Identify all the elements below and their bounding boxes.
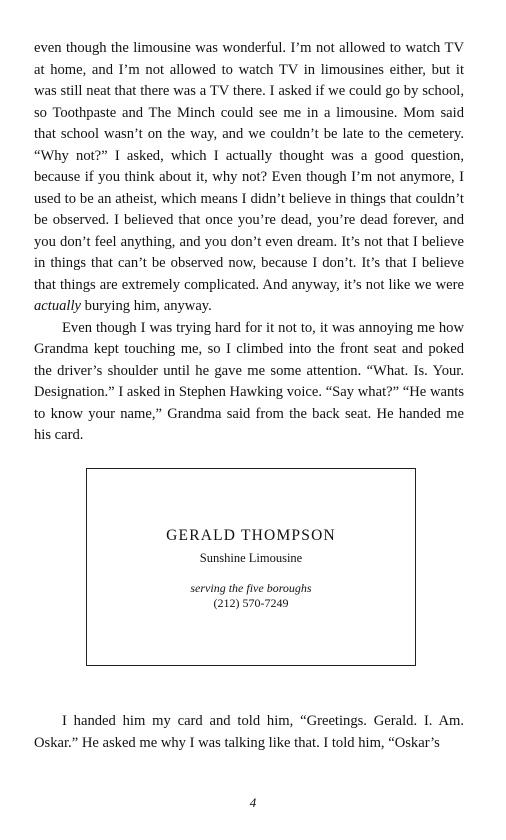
paragraph-2: Even though I was trying hard for it not to, it was annoying me how Grandma kept touching me, so I climbed into the front seat and poked the driver’s shoulder until he gave me some attention. “What. Is. Your. Designation.” I asked in Stephen Hawking voice. “Say what?” “He wants to know your name,” Grandma said from the back seat. He handed me his card. <box>34 319 464 443</box>
card-company: Sunshine Limousine <box>199 551 303 565</box>
card-phone: (212) 570-7249 <box>213 596 289 610</box>
card-tagline: serving the five boroughs <box>190 581 312 595</box>
business-card <box>86 468 416 666</box>
paragraph-1-emphasis: actually <box>34 298 82 314</box>
paragraph-3: I handed him my card and told him, “Greetings. Gerald. I. Am. Oskar.” He asked me why I was talking like that. I told him, “Oskar’s <box>34 713 464 751</box>
body-text-continued <box>34 711 464 754</box>
paragraph-1-end: burying him, anyway. <box>81 298 212 314</box>
body-text <box>34 38 464 447</box>
page-number: 4 <box>249 795 257 810</box>
card-name: GERALD THOMPSON <box>166 527 336 544</box>
paragraph-1 <box>34 38 464 318</box>
paragraph-1-text: even though the limousine was wonderful. I’m not allowed to watch TV at home, and I’m not allowed to watch TV in limousines either, but it was still neat that there was a TV there. I asked if we could go by school, so Toothpaste and The Minch could see me in a limousine. Mom said that school wasn’t on the way, and we couldn’t be late to the cemetery. “Why not?” I asked, which I actually thought was a good question, because if you think about it, why not? Even though I’m not anymore, I used to be an atheist, which means I didn’t believe in things that couldn’t be observed. I believed that once you’re dead, you’re dead forever, and you don’t feel anything, and you don’t even dream. It’s not that I believe in things that can’t be observed now, because I don’t. It’s that I believe that things are extremely complicated. And anyway, it’s not like we were <box>34 40 464 293</box>
